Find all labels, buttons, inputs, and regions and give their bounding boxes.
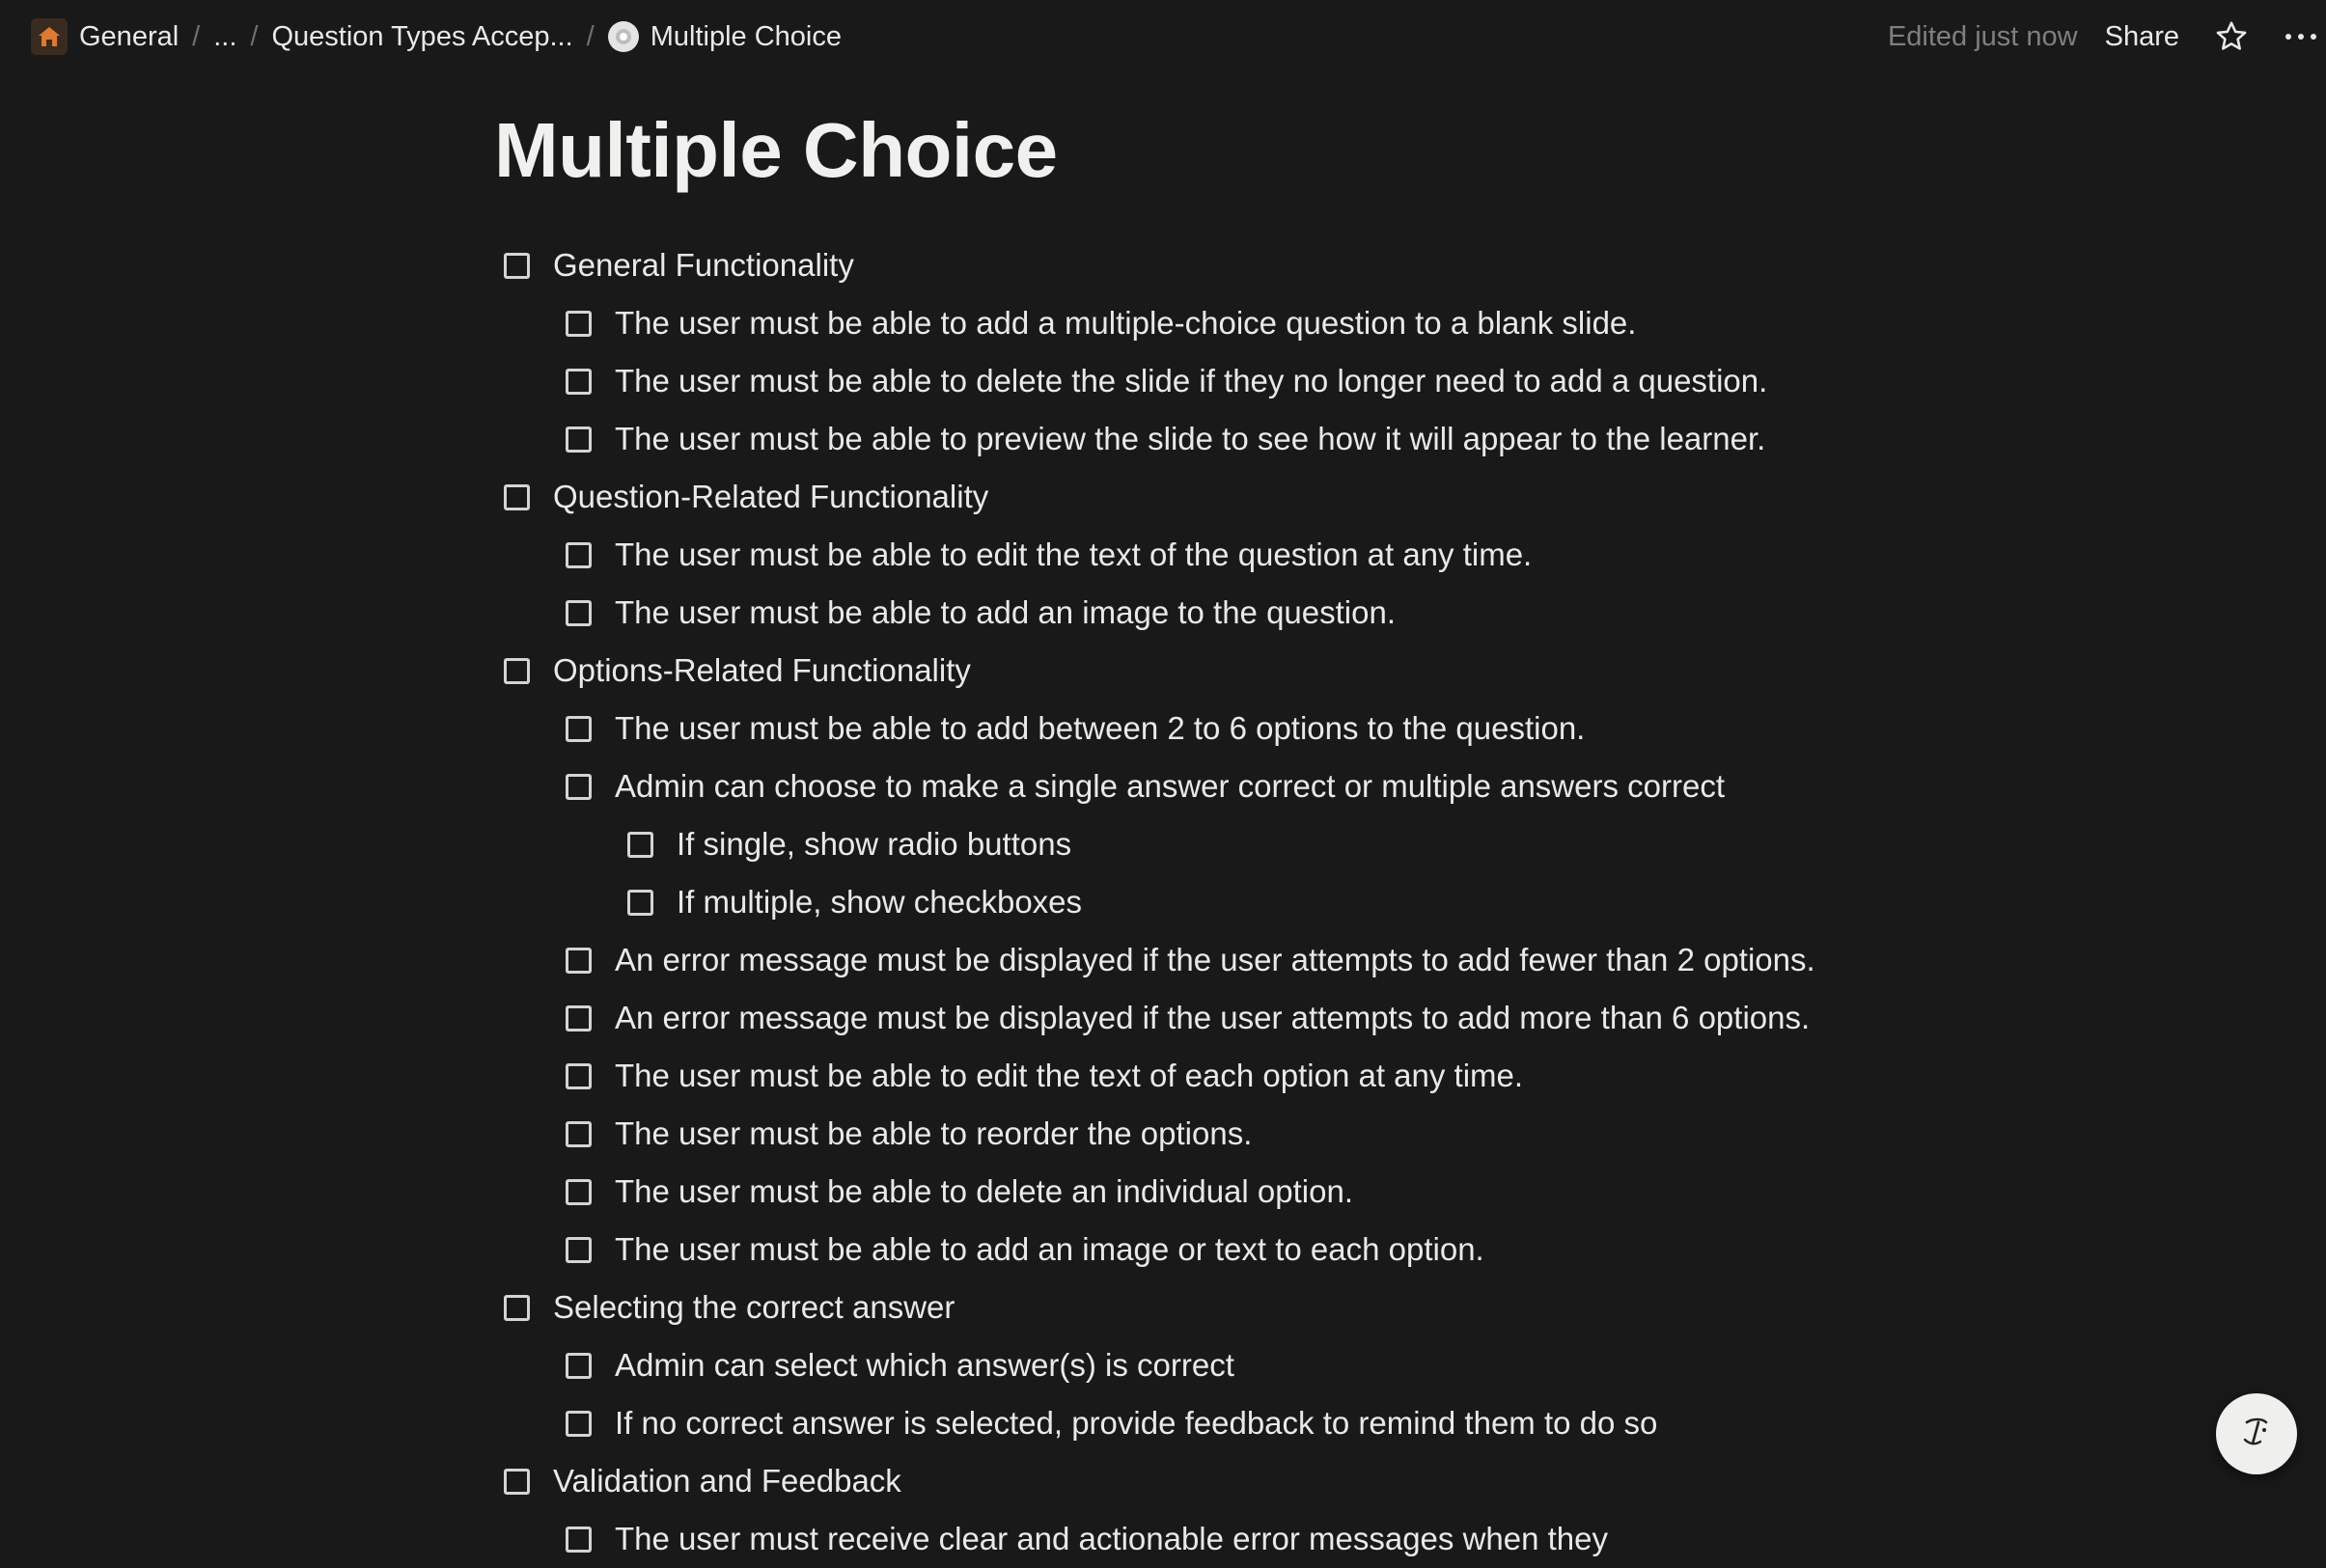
- page-title[interactable]: Multiple Choice: [494, 107, 1058, 193]
- more-icon[interactable]: [2282, 17, 2320, 56]
- todo-checkbox[interactable]: [566, 1063, 592, 1089]
- todo-item: [494, 294, 2038, 352]
- todo-text[interactable]: Question-Related Functionality: [553, 479, 989, 514]
- share-button[interactable]: Share: [2104, 20, 2179, 52]
- todo-text[interactable]: The user must be able to add a multiple-choice question to a blank slide.: [615, 305, 1637, 341]
- todo-text[interactable]: Admin can choose to make a single answer correct or multiple answers correct: [615, 768, 1725, 804]
- todo-text[interactable]: The user must be able to delete the slide if they no longer need to add a question.: [615, 363, 1768, 399]
- star-icon[interactable]: [2212, 17, 2251, 56]
- breadcrumb-item-ellipsis[interactable]: [208, 17, 242, 57]
- todo-checkbox[interactable]: [504, 1469, 530, 1495]
- todo-checkbox[interactable]: [566, 1005, 592, 1032]
- page-icon: [608, 21, 639, 52]
- todo-item: [494, 931, 2038, 989]
- todo-item: [494, 1047, 2038, 1105]
- todo-checkbox[interactable]: [566, 1527, 592, 1553]
- todo-text[interactable]: The user must be able to add an image or text to each option.: [615, 1231, 1484, 1267]
- todo-text[interactable]: Admin can select which answer(s) is correct: [615, 1347, 1234, 1383]
- todo-item: [494, 1221, 2038, 1279]
- todo-item: [494, 700, 2038, 757]
- todo-text[interactable]: Selecting the correct answer: [553, 1289, 955, 1325]
- ai-assistant-button[interactable]: [2216, 1393, 2297, 1474]
- breadcrumb-label: ...: [213, 20, 237, 52]
- todo-item: [494, 1105, 2038, 1163]
- todo-checkbox[interactable]: [566, 600, 592, 626]
- todo-item: [494, 1163, 2038, 1221]
- todo-item: [494, 873, 2038, 931]
- breadcrumb-label: Question Types Accep...: [271, 20, 573, 52]
- todo-checkbox[interactable]: [504, 658, 530, 684]
- top-bar: [0, 0, 2326, 73]
- breadcrumb-separator: /: [586, 20, 595, 52]
- breadcrumb-separator: /: [192, 20, 201, 52]
- todo-item: [494, 584, 2038, 642]
- todo-text[interactable]: If multiple, show checkboxes: [677, 884, 1083, 920]
- home-icon: [31, 18, 68, 55]
- todo-checkbox[interactable]: [566, 1411, 592, 1437]
- todo-item: [494, 410, 2038, 468]
- todo-item: [494, 352, 2038, 410]
- breadcrumb: [25, 0, 847, 73]
- todo-text[interactable]: The user must receive clear and actionable error messages when they: [615, 1521, 1609, 1556]
- breadcrumb-item-general[interactable]: [25, 14, 184, 59]
- todo-checkbox[interactable]: [566, 311, 592, 337]
- todo-checkbox[interactable]: [566, 369, 592, 395]
- todo-text[interactable]: The user must be able to reorder the options.: [615, 1115, 1253, 1151]
- todo-list: [494, 236, 2038, 1568]
- ai-assistant-icon: [2235, 1411, 2278, 1458]
- todo-text[interactable]: The user must be able to edit the text of the question at any time.: [615, 536, 1533, 572]
- breadcrumb-item-question-types[interactable]: [265, 17, 578, 57]
- todo-item: [494, 1336, 2038, 1394]
- breadcrumb-label: General: [79, 20, 180, 52]
- todo-checkbox[interactable]: [566, 716, 592, 742]
- todo-item: [494, 989, 2038, 1047]
- todo-text[interactable]: Options-Related Functionality: [553, 652, 971, 688]
- todo-checkbox[interactable]: [566, 1179, 592, 1205]
- todo-checkbox[interactable]: [627, 832, 653, 858]
- breadcrumb-item-multiple-choice[interactable]: [602, 17, 847, 57]
- todo-text[interactable]: General Functionality: [553, 247, 854, 283]
- header-actions: [1888, 0, 2326, 73]
- todo-checkbox[interactable]: [566, 1237, 592, 1263]
- breadcrumb-separator: /: [250, 20, 259, 52]
- todo-text[interactable]: The user must be able to preview the slide to see how it will appear to the learner.: [615, 421, 1766, 456]
- todo-text[interactable]: The user must be able to add an image to the question.: [615, 594, 1397, 630]
- todo-item: [494, 1394, 2038, 1452]
- todo-checkbox[interactable]: [566, 426, 592, 453]
- todo-checkbox[interactable]: [566, 1121, 592, 1147]
- todo-checkbox[interactable]: [504, 253, 530, 279]
- todo-checkbox[interactable]: [566, 774, 592, 800]
- todo-checkbox[interactable]: [566, 948, 592, 974]
- todo-item: [494, 1510, 2038, 1568]
- todo-item: [494, 757, 2038, 815]
- todo-item: [494, 468, 2038, 526]
- todo-text[interactable]: If single, show radio buttons: [677, 826, 1072, 862]
- todo-item: [494, 526, 2038, 584]
- todo-item: [494, 236, 2038, 294]
- todo-text[interactable]: Validation and Feedback: [553, 1463, 901, 1499]
- todo-item: [494, 1279, 2038, 1336]
- todo-checkbox[interactable]: [504, 484, 530, 510]
- todo-item: [494, 815, 2038, 873]
- todo-text[interactable]: If no correct answer is selected, provide feedback to remind them to do so: [615, 1405, 1658, 1441]
- edited-status: Edited just now: [1887, 20, 2078, 52]
- breadcrumb-label: Multiple Choice: [650, 20, 842, 52]
- todo-text[interactable]: The user must be able to edit the text of each option at any time.: [615, 1058, 1524, 1093]
- todo-text[interactable]: The user must be able to add between 2 to 6 options to the question.: [615, 710, 1586, 746]
- todo-checkbox[interactable]: [627, 890, 653, 916]
- todo-item: [494, 1452, 2038, 1510]
- page-content: [494, 102, 1884, 199]
- todo-text[interactable]: An error message must be displayed if the user attempts to add more than 6 options.: [615, 1000, 1811, 1035]
- todo-checkbox[interactable]: [566, 542, 592, 568]
- todo-item: [494, 642, 2038, 700]
- todo-text[interactable]: The user must be able to delete an individual option.: [615, 1173, 1353, 1209]
- todo-checkbox[interactable]: [566, 1353, 592, 1379]
- todo-text[interactable]: An error message must be displayed if the user attempts to add fewer than 2 options.: [615, 942, 1815, 977]
- todo-checkbox[interactable]: [504, 1295, 530, 1321]
